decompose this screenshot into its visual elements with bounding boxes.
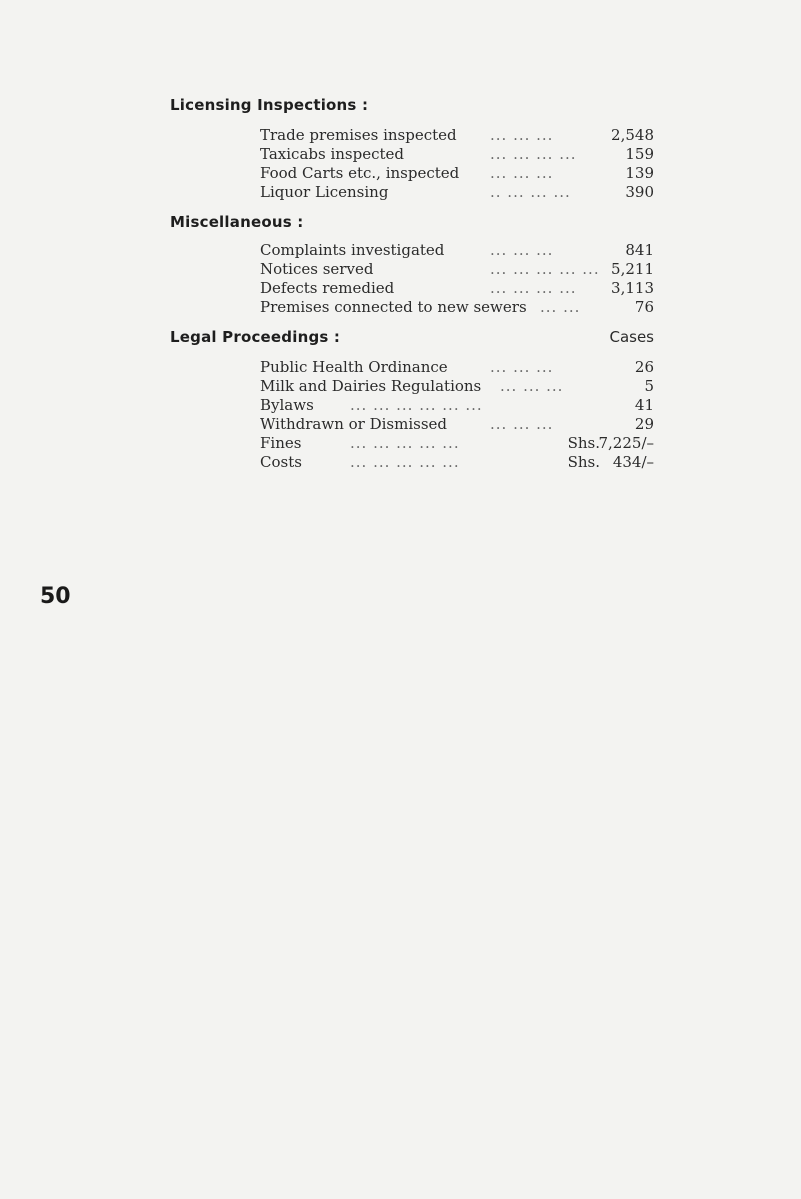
row-value: 159 — [625, 145, 654, 163]
dot-leader: ... ... ... ... ... — [490, 260, 600, 278]
table-row — [260, 125, 660, 145]
row-label: Premises connected to new sewers — [260, 298, 527, 316]
table-row — [260, 144, 660, 164]
dot-leader: ... ... ... — [500, 377, 564, 395]
dot-leader: ... ... ... ... — [490, 145, 577, 163]
row-value: 3,113 — [611, 279, 654, 297]
currency-unit: Shs. — [567, 434, 600, 452]
page-number: 50 — [40, 584, 71, 609]
table-row — [260, 240, 660, 260]
table-row — [260, 433, 660, 453]
row-value: 841 — [625, 241, 654, 259]
dot-leader: ... ... ... — [490, 358, 554, 376]
row-label: Withdrawn or Dismissed — [260, 415, 448, 433]
row-value: 5 — [644, 377, 654, 395]
row-label: Trade premises inspected — [260, 126, 457, 144]
dot-leader: ... ... — [540, 298, 581, 316]
row-value: 5,211 — [611, 260, 654, 278]
row-label: Public Health Ordinance — [260, 358, 448, 376]
dot-leader: .. ... ... ... — [490, 183, 571, 201]
dot-leader: ... ... ... ... ... ... — [350, 396, 483, 414]
row-label: Liquor Licensing — [260, 183, 389, 201]
miscellaneous-heading: Miscellaneous : — [170, 213, 304, 231]
table-row — [260, 259, 660, 279]
currency-unit: Shs. — [567, 453, 600, 471]
table-row — [260, 414, 660, 434]
cases-column-heading: Cases — [609, 328, 654, 346]
table-row — [260, 376, 660, 396]
row-label: Milk and Dairies Regulations — [260, 377, 482, 395]
row-value: 26 — [634, 358, 654, 376]
dot-leader: ... ... ... — [490, 164, 554, 182]
table-row — [260, 357, 660, 377]
row-value: 7,225/– — [598, 434, 654, 452]
dot-leader: ... ... ... — [490, 241, 554, 259]
row-label: Notices served — [260, 260, 374, 278]
row-label: Bylaws — [260, 396, 314, 414]
row-value: 2,548 — [611, 126, 654, 144]
row-value: 29 — [634, 415, 654, 433]
table-row — [260, 452, 660, 472]
dot-leader: ... ... ... — [490, 126, 554, 144]
row-label: Food Carts etc., inspected — [260, 164, 460, 182]
row-label: Costs — [260, 453, 302, 471]
table-row — [260, 163, 660, 183]
row-label: Complaints investigated — [260, 241, 445, 259]
table-row — [260, 297, 660, 317]
row-value: 390 — [625, 183, 654, 201]
row-label: Defects remedied — [260, 279, 395, 297]
row-value: 139 — [625, 164, 654, 182]
legal-proceedings-heading: Legal Proceedings : — [170, 328, 341, 346]
dot-leader: ... ... ... ... ... — [350, 453, 460, 471]
dot-leader: ... ... ... ... — [490, 279, 577, 297]
table-row — [260, 182, 660, 202]
dot-leader: ... ... ... — [490, 415, 554, 433]
row-value: 76 — [634, 298, 654, 316]
licensing-heading: Licensing Inspections : — [170, 96, 369, 114]
table-row — [260, 395, 660, 415]
table-row — [260, 278, 660, 298]
row-value: 434/– — [612, 453, 654, 471]
row-value: 41 — [634, 396, 654, 414]
row-label: Taxicabs inspected — [260, 145, 404, 163]
row-label: Fines — [260, 434, 302, 452]
dot-leader: ... ... ... ... ... — [350, 434, 460, 452]
